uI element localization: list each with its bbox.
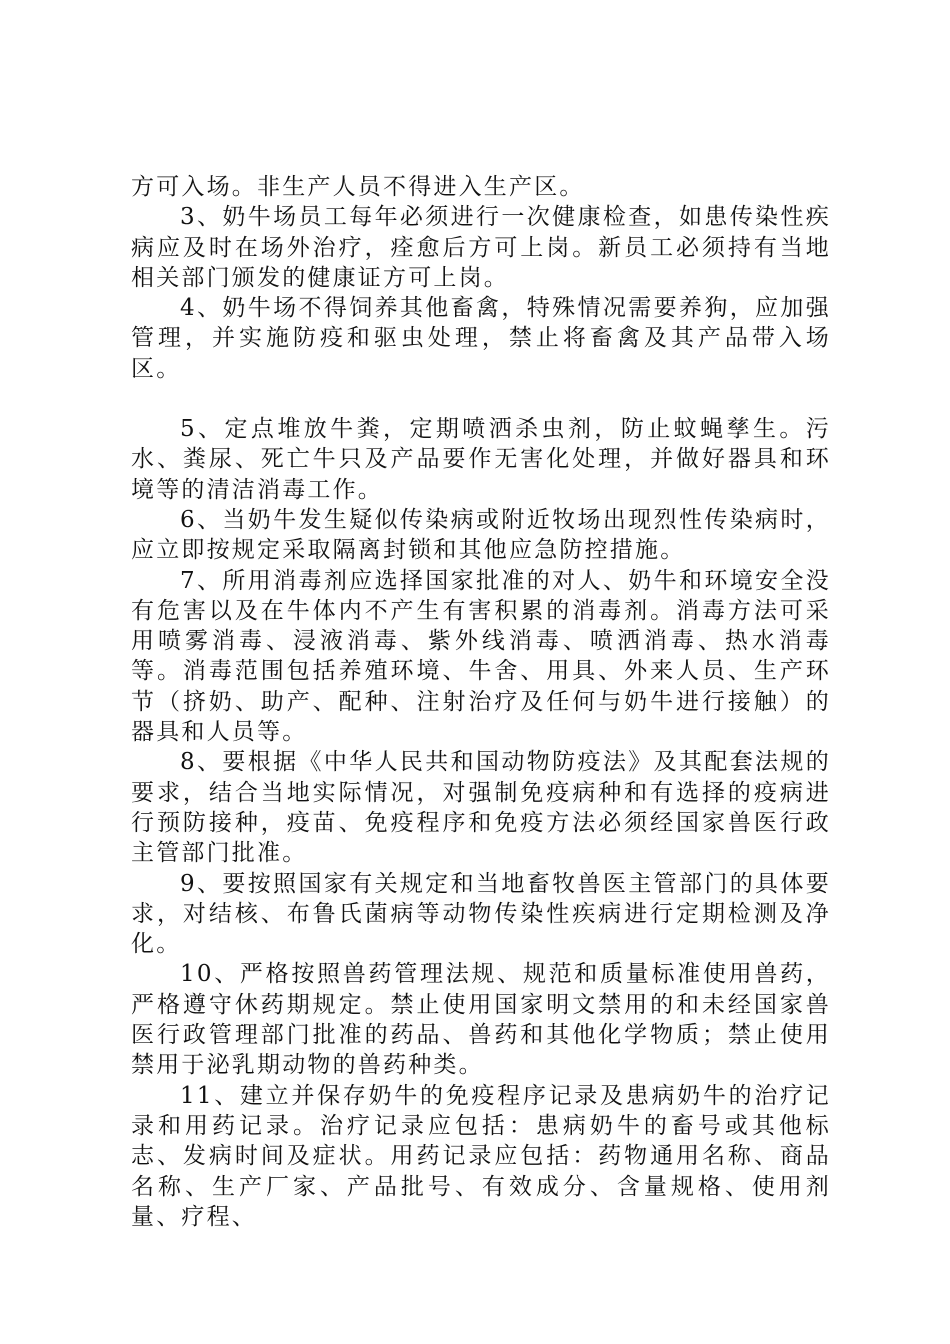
document-body bbox=[131, 172, 831, 1232]
paragraph-continuation: 方可入场。非生产人员不得进入生产区。 bbox=[131, 174, 585, 200]
paragraph-item-5: 5、定点堆放牛粪，定期喷洒杀虫剂，防止蚊蝇孳生。污水、粪尿、死亡牛只及产品要作无害化处理，并做好器具和环境等的清洁消毒工作。 bbox=[131, 416, 831, 503]
paragraph-item-6: 6、当奶牛发生疑似传染病或附近牧场出现烈性传染病时，应立即按规定采取隔离封锁和其他应急防控措施。 bbox=[131, 506, 831, 564]
paragraph-item-7: 7、所用消毒剂应选择国家批准的对人、奶牛和环境安全没有危害以及在牛体内不产生有害积累的消毒剂。消毒方法可采用喷雾消毒、浸液消毒、紫外线消毒、喷洒消毒、热水消毒等。消毒范围包括养殖环境、牛舍、用具、外来人员、生产环节（挤奶、助产、配种、注射治疗及任何与奶牛进行接触）的器具和人员等。 bbox=[131, 567, 831, 746]
paragraph-item-3: 3、奶牛场员工每年必须进行一次健康检查，如患传染性疾病应及时在场外治疗，痊愈后方可上岗。新员工必须持有当地相关部门颁发的健康证方可上岗。 bbox=[131, 204, 831, 291]
paragraph-item-9: 9、要按照国家有关规定和当地畜牧兽医主管部门的具体要求，对结核、布鲁氏菌病等动物传染性疾病进行定期检测及净化。 bbox=[131, 870, 831, 958]
paragraph-item-4: 4、奶牛场不得饲养其他畜禽，特殊情况需要养狗，应加强管理，并实施防疫和驱虫处理，禁止将畜禽及其产品带入场区。 bbox=[131, 295, 831, 382]
paragraph-item-11: 11、建立并保存奶牛的免疫程序记录及患病奶牛的治疗记录和用药记录。治疗记录应包括：患病奶牛的畜号或其他标志、发病时间及症状。用药记录应包括：药物通用名称、商品名称、生产厂家、产品批号、有效成分、含量规格、使用剂量、疗程、 bbox=[131, 1082, 831, 1230]
paragraph-item-10: 10、严格按照兽药管理法规、规范和质量标准使用兽药，严格遵守休药期规定。禁止使用国家明文禁用的和未经国家兽医行政管理部门批准的药品、兽药和其他化学物质；禁止使用禁用于泌乳期动物的兽药种类。 bbox=[131, 961, 831, 1079]
paragraph-item-8: 8、要根据《中华人民共和国动物防疫法》及其配套法规的要求，结合当地实际情况，对强制免疫病种和有选择的疫病进行预防接种，疫苗、免疫程序和免疫方法必须经国家兽医行政主管部门批准。 bbox=[131, 749, 831, 867]
